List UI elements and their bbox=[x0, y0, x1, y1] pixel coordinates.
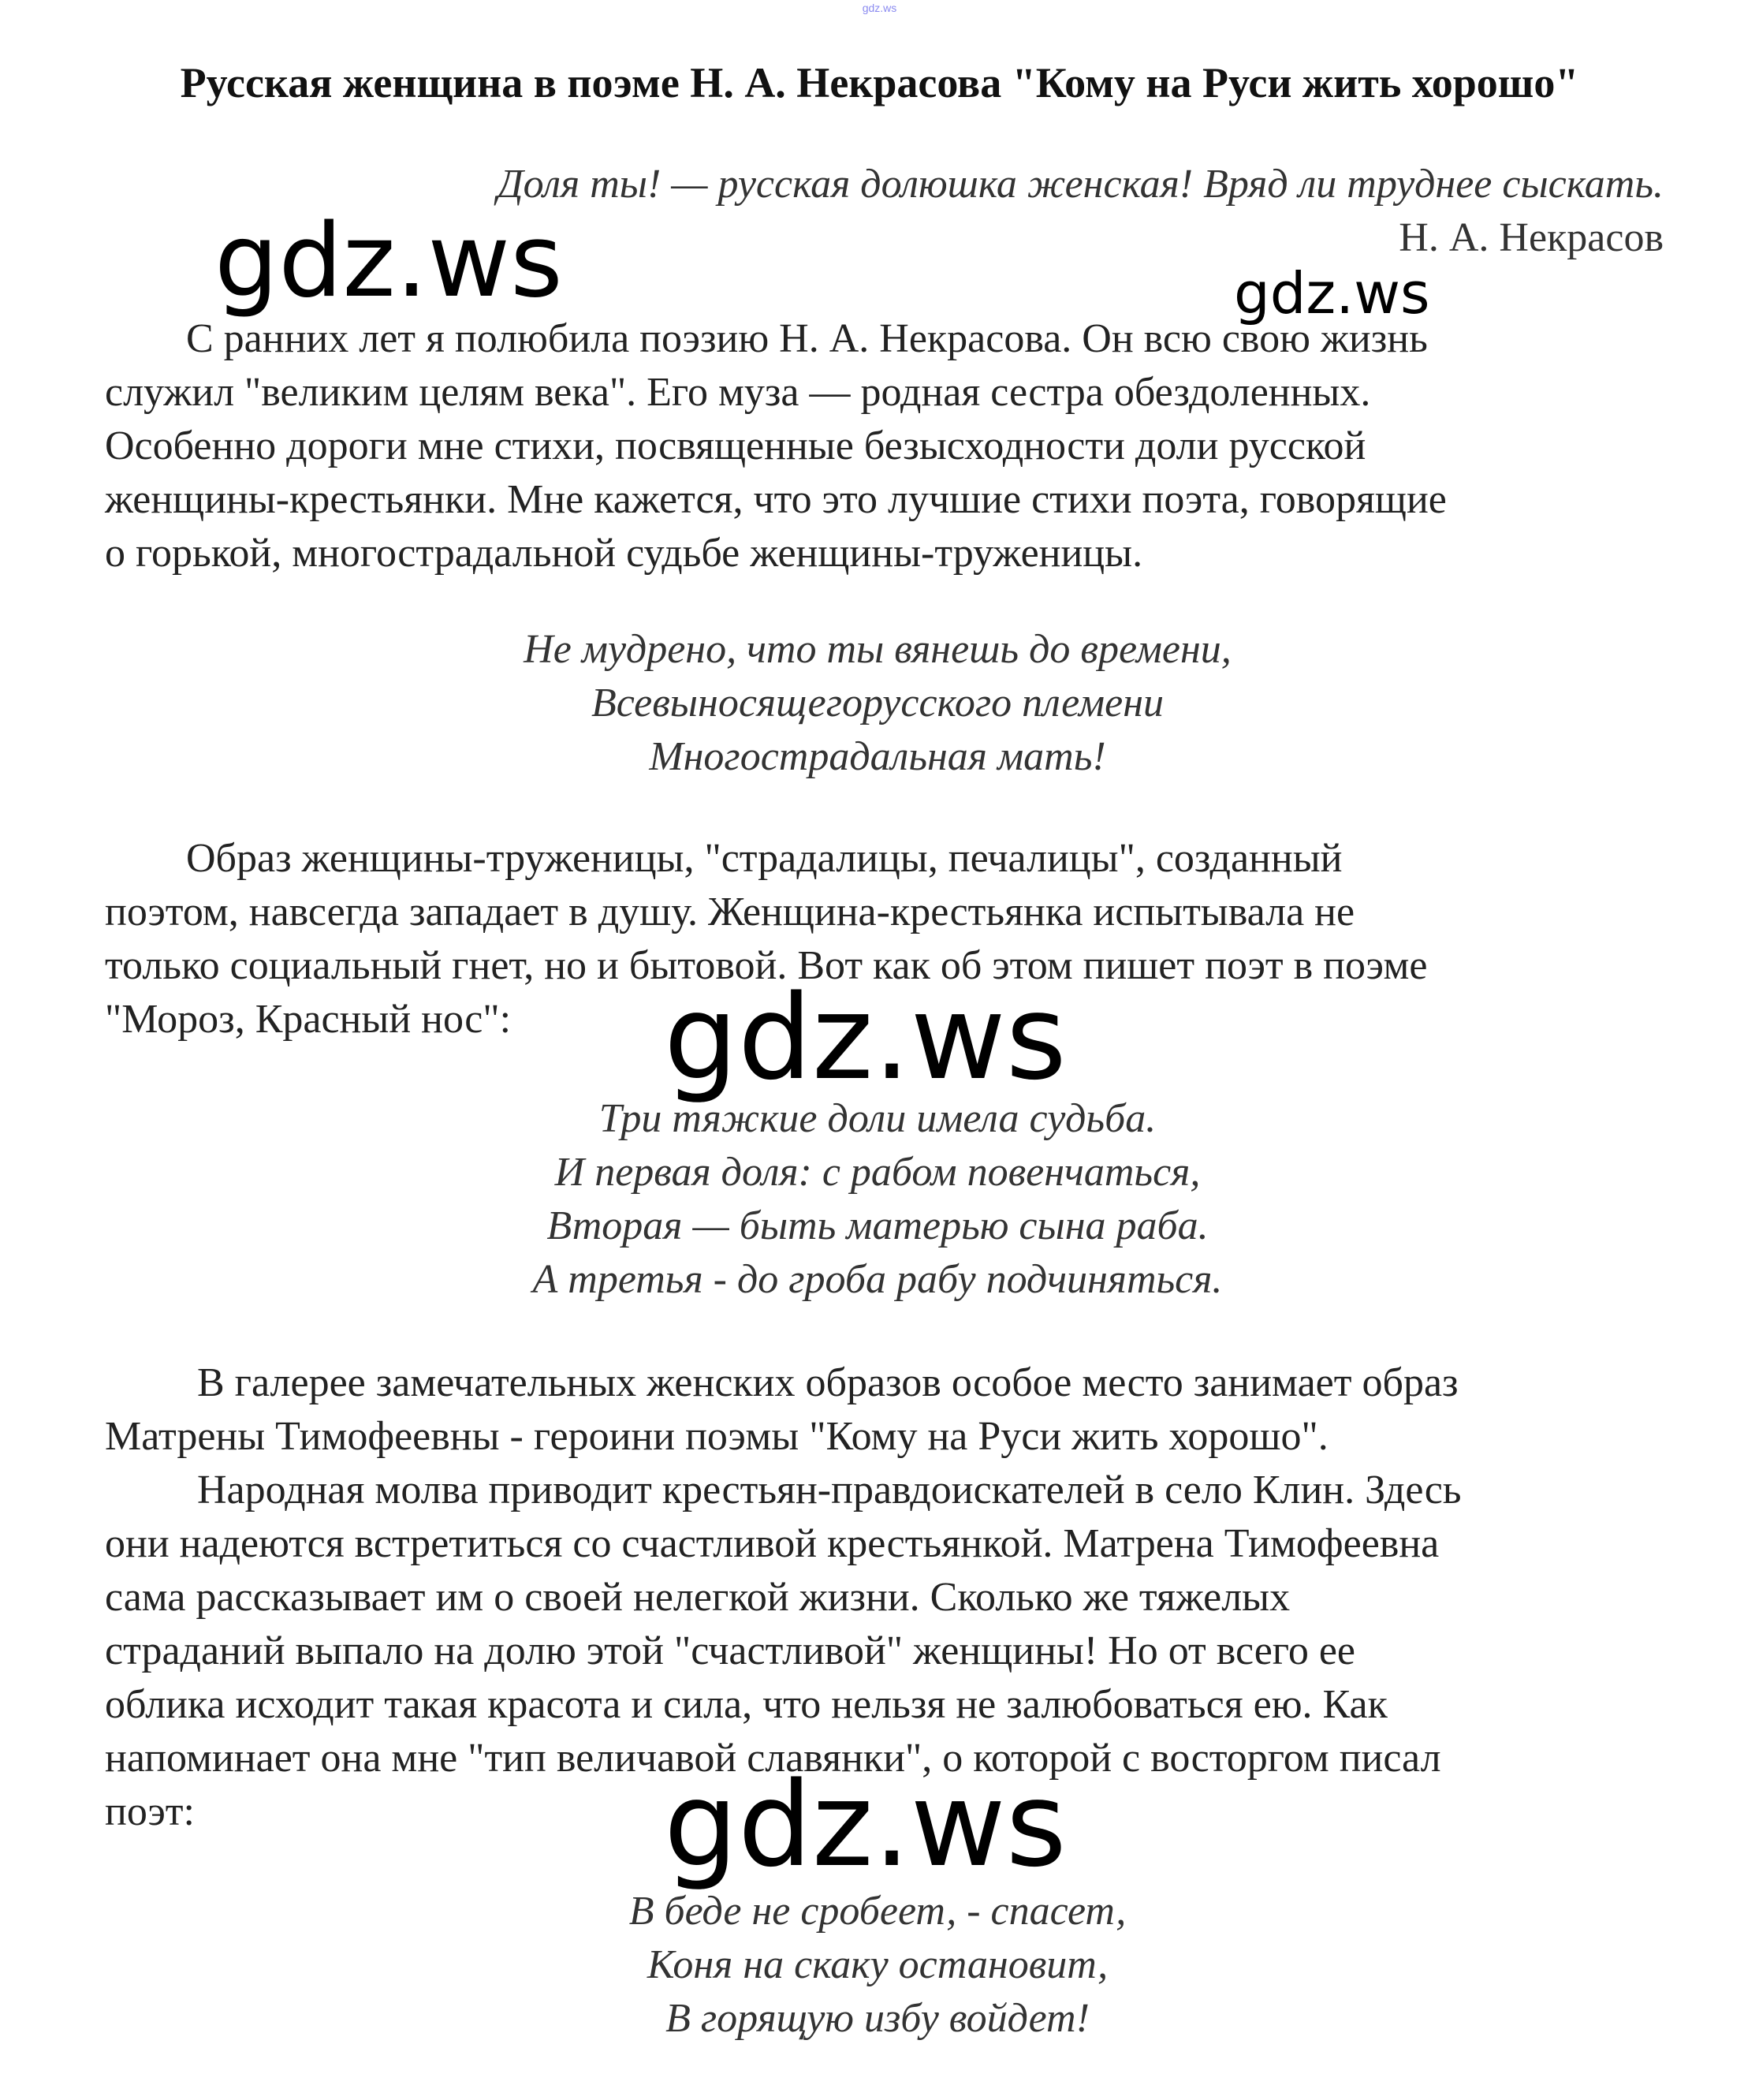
watermark: gdz.ws bbox=[214, 203, 563, 320]
poem-line: В горящую избу войдет! bbox=[665, 1996, 1090, 2041]
paragraph-line: страданий выпало на долю этой "счастливой" женщины! Но от всего ее bbox=[105, 1628, 1355, 1673]
poem-3 bbox=[105, 1885, 1650, 2046]
paragraph-line: В галерее замечательных женских образов особое место занимает образ bbox=[197, 1360, 1459, 1405]
paragraph-line: они надеются встретиться со счастливой крестьянкой. Матрена Тимофеевна bbox=[105, 1521, 1440, 1566]
paragraph-line: Образ женщины-труженицы, "страдалицы, печалицы", созданный bbox=[186, 836, 1343, 881]
paragraph-line: только социальный гнет, но и бытовой. Вот как об этом пишет поэт в поэме bbox=[105, 943, 1428, 988]
poem-line: А третья - до гроба рабу подчиняться. bbox=[532, 1257, 1223, 1302]
paragraph-line: Особенно дороги мне стихи, посвященные безысходности доли русской bbox=[105, 423, 1366, 468]
paragraph-line: женщины-крестьянки. Мне кажется, что это лучшие стихи поэта, говорящие bbox=[105, 477, 1447, 522]
paragraph-line: поэт: bbox=[105, 1789, 195, 1834]
paragraph-line: Народная молва приводит крестьян-правдоискателей в село Клин. Здесь bbox=[197, 1468, 1462, 1513]
poem-line: Вторая — быть матерью сына раба. bbox=[546, 1203, 1209, 1248]
paragraph-line: С ранних лет я полюбила поэзию Н. А. Некрасова. Он всю свою жизнь bbox=[186, 316, 1428, 361]
header-watermark: gdz.ws bbox=[862, 2, 897, 14]
watermark: gdz.ws bbox=[1234, 260, 1430, 326]
paragraph-line: Матрены Тимофеевны - героини поэмы "Кому на Руси жить хорошо". bbox=[105, 1414, 1329, 1459]
epigraph-quote: Доля ты! — русская долюшка женская! Вряд ли труднее сыскать. bbox=[497, 162, 1664, 207]
paragraph-line: поэтом, навсегда западает в душу. Женщина-крестьянка испытывала не bbox=[105, 890, 1355, 934]
poem-1 bbox=[105, 623, 1650, 784]
paragraph-line: напоминает она мне "тип величавой славянки", о которой с восторгом писал bbox=[105, 1736, 1441, 1781]
paragraph-line: облика исходит такая красота и сила, что нельзя не залюбоваться ею. Как bbox=[105, 1682, 1388, 1727]
paragraph-line: сама рассказывает им о своей нелегкой жизни. Сколько же тяжелых bbox=[105, 1575, 1291, 1620]
poem-line: Многострадальная мать! bbox=[649, 734, 1106, 779]
page-title: Русская женщина в поэме Н. А. Некрасова "Кому на Руси жить хорошо" bbox=[180, 59, 1579, 106]
poem-line: В беде не сробеет, - спасет, bbox=[628, 1889, 1127, 1934]
watermark: gdz.ws bbox=[664, 970, 1067, 1106]
watermark: gdz.ws bbox=[664, 1757, 1067, 1893]
poem-line: Не мудрено, что ты вянешь до времени, bbox=[524, 627, 1232, 672]
poem-line: Три тяжкие доли имела судьба. bbox=[598, 1096, 1157, 1141]
poem-line: Всевыносящегорусского племени bbox=[591, 681, 1164, 725]
paragraph-1 bbox=[105, 312, 1690, 580]
poem-line: И первая доля: с рабом повенчаться, bbox=[554, 1150, 1201, 1195]
paragraph-3 bbox=[105, 1356, 1690, 1464]
paragraph-line: "Мороз, Красный нос": bbox=[105, 997, 512, 1042]
poem-2 bbox=[105, 1092, 1650, 1307]
paragraph-line: служил "великим целям века". Его муза — родная сестра обездоленных. bbox=[105, 370, 1371, 415]
poem-line: Коня на скаку остановит, bbox=[647, 1942, 1109, 1987]
epigraph-author: Н. А. Некрасов bbox=[1399, 215, 1664, 260]
paragraph-line: о горькой, многострадальной судьбе женщины-труженицы. bbox=[105, 531, 1143, 576]
